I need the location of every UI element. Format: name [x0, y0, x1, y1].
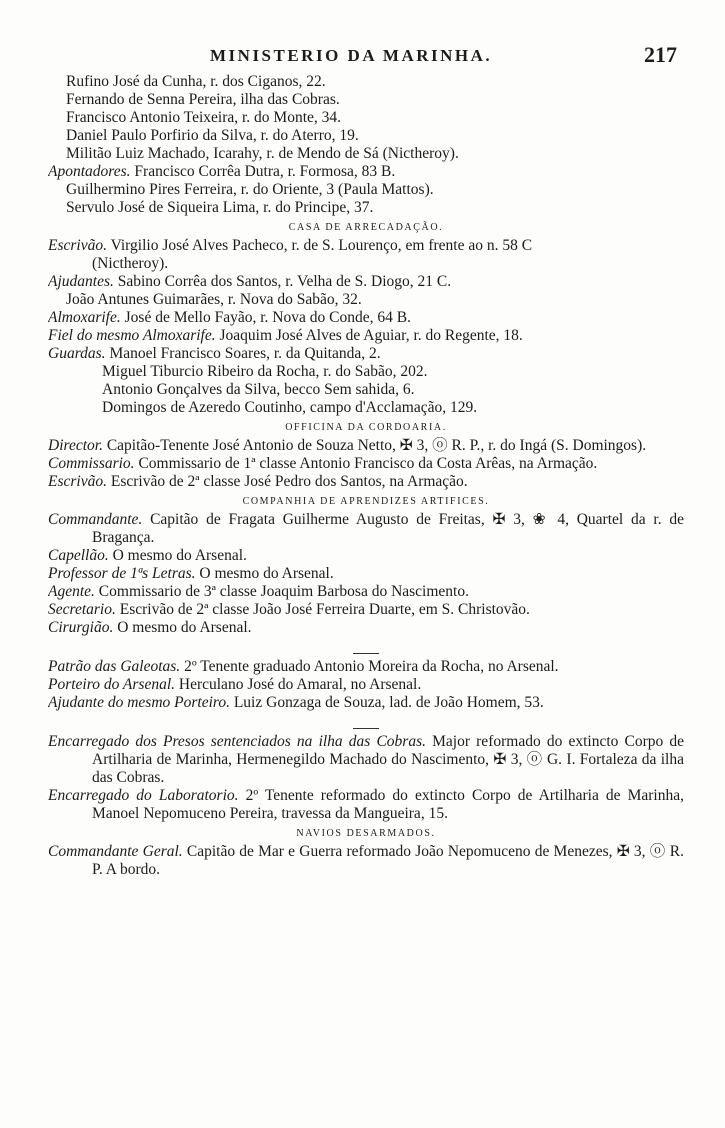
apontadores-first: Francisco Corrêa Dutra, r. Formosa, 83 B. [134, 163, 396, 180]
capellao-entry [48, 547, 684, 565]
arrecadacao-entries [48, 237, 684, 417]
director-label: Director. [48, 437, 103, 454]
almoxarife-label: Almoxarife. [48, 309, 121, 326]
porteiro-entry [48, 676, 684, 694]
cirurgiao-entry [48, 619, 684, 637]
apontadores-entry [48, 163, 684, 217]
list-item: Daniel Paulo Porfirio da Silva, r. do Aterro, 19. [66, 127, 359, 144]
capellao-label: Capellão. [48, 547, 109, 564]
section-heading-aprendizes: COMPANHIA DE APRENDIZES ARTIFICES. [242, 496, 490, 507]
professor-entry [48, 565, 684, 583]
laboratorio-entry [48, 787, 684, 823]
presos-label: Encarregado dos Presos sentenciados na ilha das Cobras. [48, 733, 426, 750]
laboratorio-text: 2º Tenente reformado do extincto Corpo de Artilharia de Marinha, Manoel Nepomuceno Pereira, travessa da Mangueira, 15. [92, 787, 684, 822]
fiel-label: Fiel do mesmo Almoxarife. [48, 327, 216, 344]
name-list-continued [48, 73, 684, 163]
list-item: João Antunes Guimarães, r. Nova do Sabão, 32. [66, 291, 362, 308]
galeotas-entries [48, 658, 684, 712]
director-entry [48, 437, 684, 455]
cirurgiao-label: Cirurgião. [48, 619, 114, 636]
escrivao-cordoaria-text: Escrivão de 2ª classe José Pedro dos Santos, na Armação. [110, 473, 468, 490]
page-header [0, 40, 725, 70]
commandante-geral-entry [48, 843, 684, 879]
director-text: Capitão-Tenente José Antonio de Souza Netto, ✠ 3, ⓞ R. P., r. do Ingá (S. Domingos). [106, 437, 647, 454]
escrivao-continuation: (Nictheroy). [92, 255, 169, 272]
secretario-label: Secretario. [48, 601, 116, 618]
section-heading-cordoaria: OFFICINA DA CORDOARIA. [285, 422, 447, 433]
cordoaria-entries [48, 437, 684, 491]
apontadores-label: Apontadores. [48, 163, 131, 180]
professor-text: O mesmo do Arsenal. [199, 565, 334, 582]
patrao-text: 2º Tenente graduado Antonio Moreira da Rocha, no Arsenal. [184, 658, 559, 675]
list-item: Francisco Antonio Teixeira, r. do Monte, 34. [66, 109, 342, 126]
patrao-entry [48, 658, 684, 676]
navios-entries [48, 843, 684, 879]
list-item: Fernando de Senna Pereira, ilha das Cobras. [66, 91, 340, 108]
list-item: Guilhermino Pires Ferreira, r. do Oriente, 3 (Paula Mattos). [66, 181, 434, 198]
guardas-first: Manoel Francisco Soares, r. da Quitanda, 2. [109, 345, 381, 362]
professor-label: Professor de 1ªs Letras. [48, 565, 196, 582]
presos-entries [48, 733, 684, 823]
agente-entry [48, 583, 684, 601]
porteiro-label: Porteiro do Arsenal. [48, 676, 176, 693]
guardas-label: Guardas. [48, 345, 106, 362]
list-item: Servulo José de Siqueira Lima, r. do Principe, 37. [66, 199, 374, 216]
list-item: Miguel Tiburcio Ribeiro da Rocha, r. do Sabão, 202. [102, 363, 428, 380]
presos-entry [48, 733, 684, 787]
list-item: Antonio Gonçalves da Silva, becco Sem sahida, 6. [102, 381, 415, 398]
divider [353, 728, 379, 729]
commandante-label: Commandante. [48, 511, 143, 528]
commissario-text: Commissario de 1ª classe Antonio Francisco da Costa Arêas, na Armação. [138, 455, 598, 472]
divider [353, 653, 379, 654]
ajudantes-first: Sabino Corrêa dos Santos, r. Velha de S. Diogo, 21 C. [117, 273, 452, 290]
escrivao-cordoaria-label: Escrivão. [48, 473, 107, 490]
agente-label: Agente. [48, 583, 95, 600]
page-number: 217 [644, 42, 677, 67]
ajudante-porteiro-entry [48, 694, 684, 712]
aprendizes-entries [48, 511, 684, 637]
patrao-label: Patrão das Galeotas. [48, 658, 181, 675]
secretario-entry [48, 601, 684, 619]
list-item: Rufino José da Cunha, r. dos Ciganos, 22. [66, 73, 326, 90]
commissario-label: Commissario. [48, 455, 135, 472]
agente-text: Commissario de 3ª classe Joaquim Barbosa do Nascimento. [98, 583, 469, 600]
ajudante-porteiro-label: Ajudante do mesmo Porteiro. [48, 694, 230, 711]
ajudante-porteiro-text: Luiz Gonzaga de Souza, lad. de João Homem, 53. [233, 694, 544, 711]
commandante-text: Capitão de Fragata Guilherme Augusto de Freitas, ✠ 3, ❀ 4, Quartel da r. de Bragança. [92, 511, 684, 546]
section-heading-navios: NAVIOS DESARMADOS. [296, 828, 436, 839]
almoxarife-text: José de Mello Fayão, r. Nova do Conde, 64 B. [124, 309, 411, 326]
commandante-geral-label: Commandante Geral. [48, 843, 183, 860]
escrivao-label: Escrivão. [48, 237, 107, 254]
porteiro-text: Herculano José do Amaral, no Arsenal. [178, 676, 422, 693]
ajudantes-label: Ajudantes. [48, 273, 114, 290]
cirurgiao-text: O mesmo do Arsenal. [117, 619, 252, 636]
escrivao-cordoaria-entry [48, 473, 684, 491]
running-title: MINISTERIO DA MARINHA. [210, 46, 493, 65]
fiel-text: Joaquim José Alves de Aguiar, r. do Regente, 18. [219, 327, 523, 344]
secretario-text: Escrivão de 2ª classe João José Ferreira Duarte, em S. Christovão. [119, 601, 530, 618]
commissario-entry [48, 455, 684, 473]
presos-text: Major reformado do extincto Corpo de Artilharia de Marinha, Hermenegildo Machado do Nascimento, ✠ 3, ⓞ G. I. Fortaleza da ilha das Cobras. [92, 733, 685, 786]
page-body [48, 73, 684, 879]
capellao-text: O mesmo do Arsenal. [112, 547, 247, 564]
list-item: Domingos de Azeredo Coutinho, campo d'Acclamação, 129. [102, 399, 478, 416]
escrivao-text: Virgilio José Alves Pacheco, r. de S. Lourenço, em frente ao n. 58 C [110, 237, 533, 254]
commandante-geral-text: Capitão de Mar e Guerra reformado João Nepomuceno de Menezes, ✠ 3, ⓞ R. P. A bordo. [92, 843, 684, 878]
list-item: Militão Luiz Machado, Icarahy, r. de Mendo de Sá (Nictheroy). [66, 145, 459, 162]
section-heading-arrecadacao: CASA DE ARRECADAÇÃO. [288, 222, 444, 233]
laboratorio-label: Encarregado do Laboratorio. [48, 787, 239, 804]
commandante-entry [48, 511, 684, 547]
